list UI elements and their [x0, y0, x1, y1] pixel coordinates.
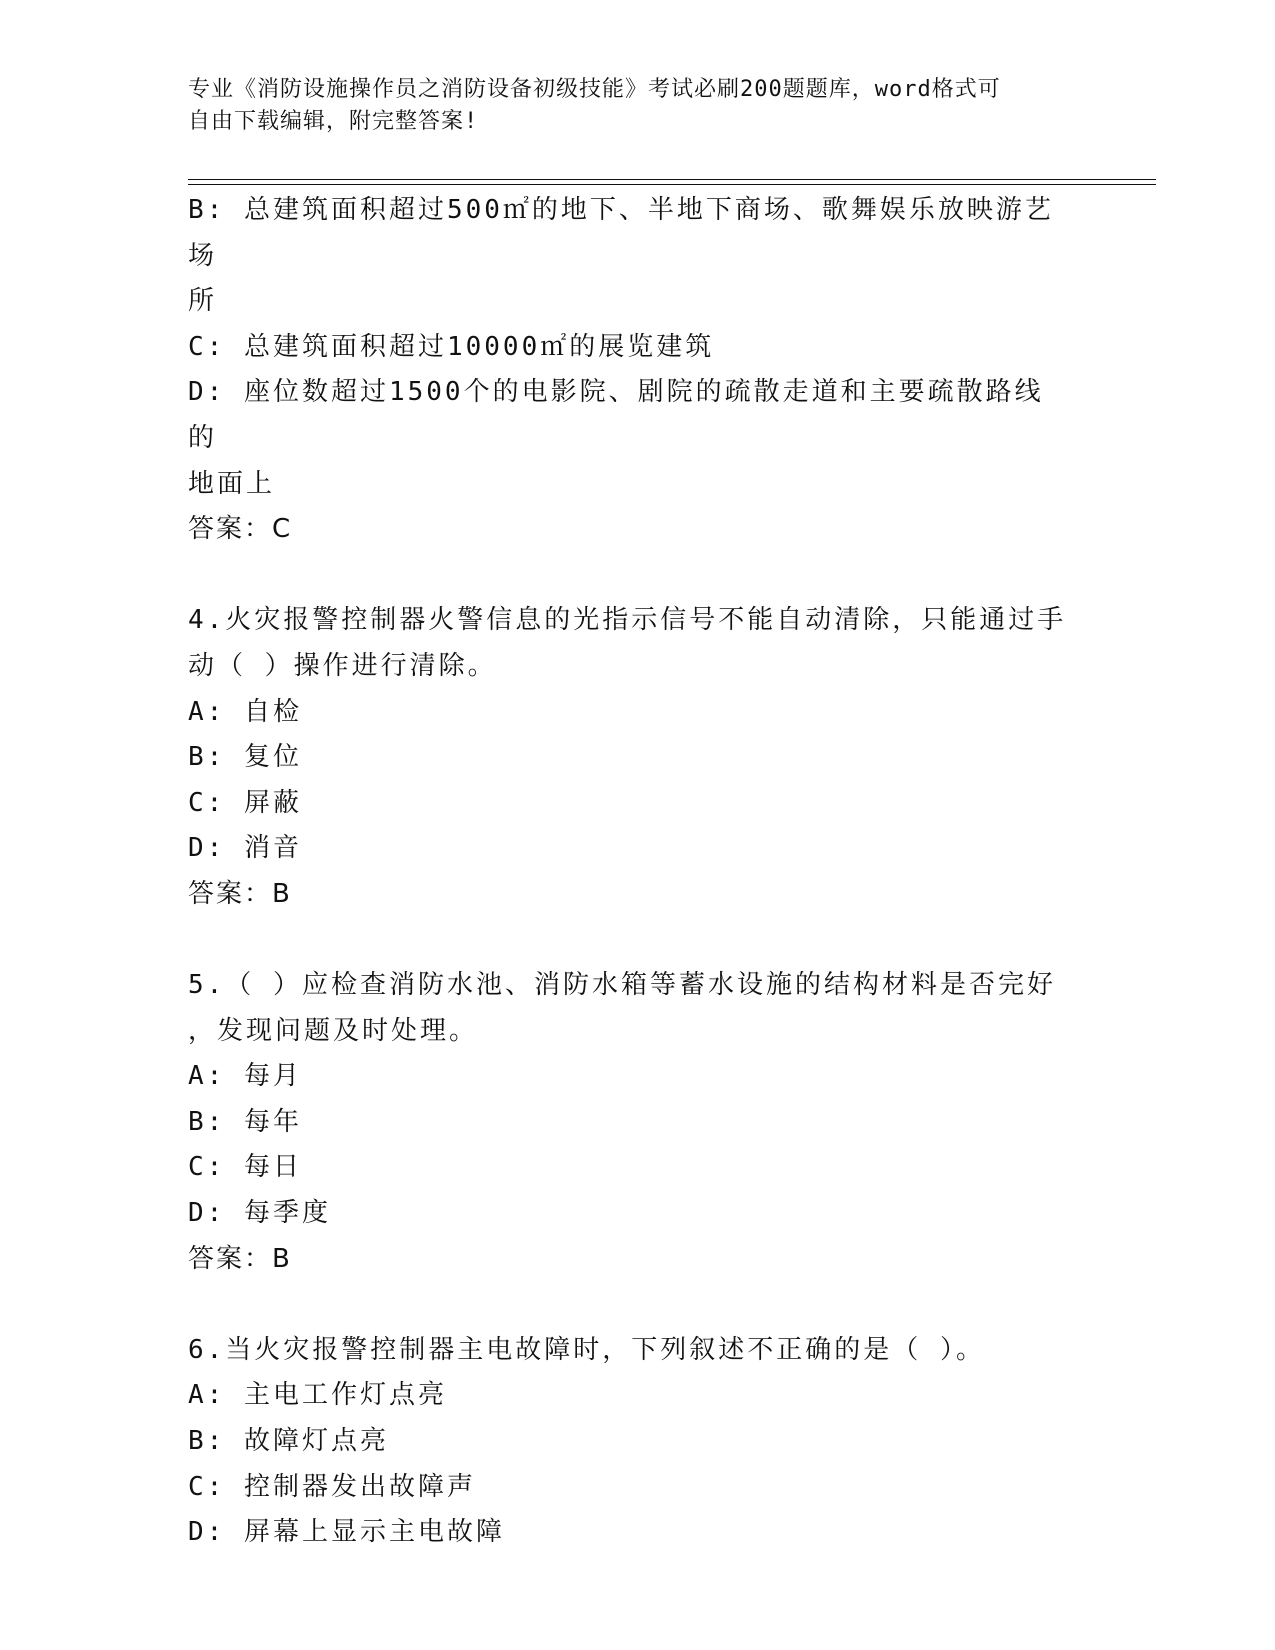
question-6-option-b: B: 故障灯点亮 [188, 1426, 389, 1457]
header-divider-bottom [188, 184, 1156, 185]
question-3-option-d-line-1: D: 座位数超过1500个的电影院、剧院的疏散走道和主要疏散路线的 [188, 377, 1044, 453]
question-4-stem-line-1: 4.火灾报警控制器火警信息的光指示信号不能自动清除，只能通过手 [188, 605, 1067, 636]
spacer [188, 553, 1068, 599]
question-4-answer: 答案：B [188, 878, 292, 909]
document-header [188, 74, 1068, 138]
question-5-option-a: A: 每月 [188, 1061, 302, 1092]
question-3-answer: 答案：C [188, 514, 293, 545]
question-6-option-a: A: 主电工作灯点亮 [188, 1380, 447, 1411]
question-6-option-c: C: 控制器发出故障声 [188, 1471, 476, 1502]
question-6 [188, 1328, 1068, 1556]
question-3-tail [188, 188, 1068, 553]
spacer [188, 1282, 1068, 1328]
question-4-stem-line-2: 动（ ）操作进行清除。 [188, 650, 497, 681]
question-4-option-c: C: 屏蔽 [188, 787, 302, 818]
question-5-stem-line-2: ，发现问题及时处理。 [188, 1015, 479, 1046]
question-6-stem-line-1: 6.当火灾报警控制器主电故障时，下列叙述不正确的是（ ）。 [188, 1334, 985, 1365]
question-5-option-c: C: 每日 [188, 1152, 302, 1183]
question-3-option-c: C: 总建筑面积超过10000㎡的展览建筑 [188, 331, 715, 362]
header-line-2: 自由下载编辑，附完整答案! [188, 109, 479, 134]
question-4-option-d: D: 消音 [188, 833, 302, 864]
question-list [188, 188, 1068, 1556]
question-4-option-a: A: 自检 [188, 696, 302, 727]
question-6-option-d: D: 屏幕上显示主电故障 [188, 1517, 505, 1548]
header-line-1: 专业《消防设施操作员之消防设备初级技能》考试必刷200题题库，word格式可 [188, 77, 1001, 102]
question-4 [188, 598, 1068, 917]
header-divider-top [188, 179, 1156, 180]
question-5-stem-line-1: 5.（ ）应检查消防水池、消防水箱等蓄水设施的结构材料是否完好 [188, 970, 1056, 1001]
spacer [188, 918, 1068, 964]
question-4-option-b: B: 复位 [188, 742, 302, 773]
question-3-option-d-line-2: 地面上 [188, 468, 276, 499]
question-3-option-b-line-2: 所 [188, 286, 218, 317]
question-5 [188, 963, 1068, 1282]
question-5-option-b: B: 每年 [188, 1106, 302, 1137]
question-5-option-d: D: 每季度 [188, 1198, 331, 1229]
question-3-option-b-line-1: B: 总建筑面积超过500㎡的地下、半地下商场、歌舞娱乐放映游艺场 [188, 195, 1054, 271]
question-5-answer: 答案：B [188, 1243, 292, 1274]
